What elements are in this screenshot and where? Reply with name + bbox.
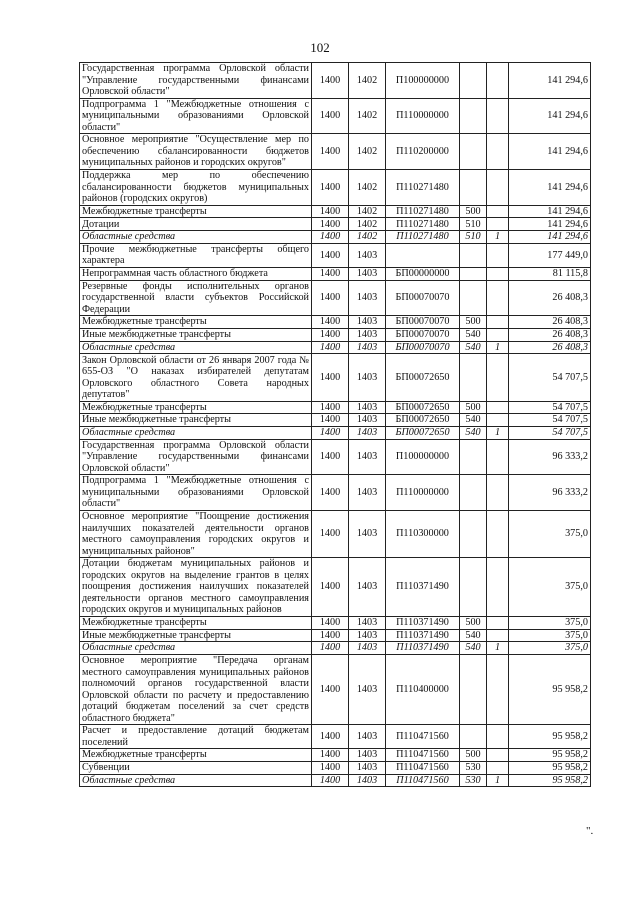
cell-subsection: 1403 [349, 655, 386, 725]
cell-subsection: 1402 [349, 218, 386, 231]
table-row [80, 511, 591, 558]
cell-section: 1400 [312, 749, 349, 762]
cell-target-article: П110300000 [386, 511, 460, 558]
cell-target-article: П110271480 [386, 231, 460, 244]
cell-funding-source [487, 205, 509, 218]
table-row [80, 268, 591, 281]
cell-amount: 141 294,6 [509, 205, 591, 218]
cell-name: Непрограммная часть областного бюджета [80, 268, 312, 281]
cell-amount: 54 707,5 [509, 354, 591, 401]
cell-name: Поддержка мер по обеспечению сбалансированности бюджетов муниципальных районов (городских округов) [80, 170, 312, 206]
cell-funding-source [487, 629, 509, 642]
cell-subsection: 1403 [349, 616, 386, 629]
cell-section: 1400 [312, 774, 349, 787]
cell-section: 1400 [312, 414, 349, 427]
cell-subsection: 1403 [349, 439, 386, 475]
cell-subsection: 1403 [349, 268, 386, 281]
cell-amount: 81 115,8 [509, 268, 591, 281]
cell-name: Областные средства [80, 341, 312, 354]
cell-name: Подпрограмма 1 "Межбюджетные отношения с муниципальными образованиями Орловской области" [80, 475, 312, 511]
page-number: 102 [310, 40, 330, 55]
cell-target-article: П100000000 [386, 439, 460, 475]
cell-section: 1400 [312, 218, 349, 231]
cell-amount: 26 408,3 [509, 280, 591, 316]
cell-target-article: П110471560 [386, 749, 460, 762]
cell-funding-source [487, 268, 509, 281]
cell-amount: 375,0 [509, 616, 591, 629]
cell-section: 1400 [312, 629, 349, 642]
cell-funding-source: 1 [487, 774, 509, 787]
cell-name: Дотации [80, 218, 312, 231]
cell-name: Основное мероприятие "Передача органам местного самоуправления муниципальных районов полномочий органов государственной власти Орловской области по расчету и предоставлению дотаций бюджетам поселений за счет средств областного бюджета" [80, 655, 312, 725]
cell-funding-source: 1 [487, 231, 509, 244]
cell-subsection: 1403 [349, 558, 386, 617]
cell-name: Государственная программа Орловской области "Управление государственными финансами Орловской области" [80, 63, 312, 99]
cell-section: 1400 [312, 475, 349, 511]
cell-funding-source [487, 170, 509, 206]
table-row [80, 616, 591, 629]
table-row [80, 134, 591, 170]
cell-expense-type [460, 98, 487, 134]
table-row [80, 475, 591, 511]
cell-target-article: П110271480 [386, 170, 460, 206]
cell-amount: 375,0 [509, 558, 591, 617]
table-row [80, 642, 591, 655]
cell-amount: 141 294,6 [509, 231, 591, 244]
cell-target-article: П110271480 [386, 205, 460, 218]
cell-expense-type: 530 [460, 774, 487, 787]
cell-funding-source [487, 316, 509, 329]
cell-funding-source [487, 98, 509, 134]
cell-section: 1400 [312, 205, 349, 218]
cell-name: Межбюджетные трансферты [80, 616, 312, 629]
cell-target-article: П110471560 [386, 725, 460, 749]
cell-funding-source [487, 655, 509, 725]
cell-target-article: П110471560 [386, 762, 460, 775]
cell-name: Субвенции [80, 762, 312, 775]
cell-name: Закон Орловской области от 26 января 2007 года № 655-ОЗ "О наказах избирателей депутатам Орловского областного Совета народных депутатов" [80, 354, 312, 401]
table-row [80, 231, 591, 244]
cell-amount: 141 294,6 [509, 218, 591, 231]
cell-expense-type: 510 [460, 218, 487, 231]
cell-amount: 95 958,2 [509, 762, 591, 775]
table-row [80, 427, 591, 440]
cell-subsection: 1403 [349, 725, 386, 749]
table-row [80, 774, 591, 787]
cell-target-article: П110371490 [386, 629, 460, 642]
table-row [80, 243, 591, 267]
cell-subsection: 1403 [349, 774, 386, 787]
cell-target-article: П110371490 [386, 558, 460, 617]
cell-target-article: БП00072650 [386, 427, 460, 440]
table-row [80, 341, 591, 354]
cell-section: 1400 [312, 725, 349, 749]
cell-target-article: БП00072650 [386, 414, 460, 427]
cell-amount: 54 707,5 [509, 414, 591, 427]
table-row [80, 439, 591, 475]
cell-expense-type [460, 268, 487, 281]
table-row [80, 329, 591, 342]
cell-target-article: БП00000000 [386, 268, 460, 281]
cell-target-article: П110200000 [386, 134, 460, 170]
closing-quote-mark: ". [586, 825, 594, 837]
cell-target-article: БП00070070 [386, 316, 460, 329]
cell-funding-source [487, 414, 509, 427]
cell-subsection: 1403 [349, 401, 386, 414]
cell-section: 1400 [312, 243, 349, 267]
cell-section: 1400 [312, 558, 349, 617]
table-row [80, 218, 591, 231]
cell-subsection: 1403 [349, 341, 386, 354]
cell-subsection: 1403 [349, 427, 386, 440]
cell-subsection: 1403 [349, 629, 386, 642]
cell-amount: 141 294,6 [509, 134, 591, 170]
cell-amount: 95 958,2 [509, 725, 591, 749]
cell-subsection: 1402 [349, 98, 386, 134]
table-row [80, 558, 591, 617]
cell-target-article [386, 243, 460, 267]
cell-target-article: П110371490 [386, 616, 460, 629]
table-row [80, 401, 591, 414]
table-row [80, 655, 591, 725]
cell-expense-type [460, 243, 487, 267]
cell-subsection: 1403 [349, 511, 386, 558]
cell-name: Областные средства [80, 231, 312, 244]
cell-expense-type: 540 [460, 414, 487, 427]
cell-section: 1400 [312, 427, 349, 440]
table-row [80, 205, 591, 218]
cell-name: Прочие межбюджетные трансферты общего характера [80, 243, 312, 267]
cell-target-article: П110000000 [386, 475, 460, 511]
cell-amount: 96 333,2 [509, 439, 591, 475]
cell-amount: 96 333,2 [509, 475, 591, 511]
cell-funding-source [487, 243, 509, 267]
cell-section: 1400 [312, 511, 349, 558]
cell-expense-type [460, 134, 487, 170]
table-row [80, 749, 591, 762]
table-row [80, 354, 591, 401]
cell-name: Основное мероприятие "Осуществление мер по обеспечению сбалансированности бюджетов муниципальных районов и городских округов" [80, 134, 312, 170]
cell-expense-type: 500 [460, 205, 487, 218]
cell-funding-source [487, 725, 509, 749]
cell-amount: 54 707,5 [509, 401, 591, 414]
table-row [80, 280, 591, 316]
cell-target-article: П110371490 [386, 642, 460, 655]
cell-funding-source [487, 280, 509, 316]
cell-name: Областные средства [80, 642, 312, 655]
cell-funding-source: 1 [487, 341, 509, 354]
cell-section: 1400 [312, 134, 349, 170]
cell-funding-source [487, 616, 509, 629]
cell-name: Иные межбюджетные трансферты [80, 629, 312, 642]
cell-subsection: 1403 [349, 280, 386, 316]
cell-expense-type [460, 439, 487, 475]
cell-target-article: П110471560 [386, 774, 460, 787]
cell-expense-type [460, 280, 487, 316]
cell-expense-type [460, 655, 487, 725]
cell-expense-type [460, 475, 487, 511]
cell-name: Межбюджетные трансферты [80, 401, 312, 414]
cell-funding-source [487, 439, 509, 475]
budget-table [79, 62, 591, 787]
cell-subsection: 1403 [349, 354, 386, 401]
table-row [80, 170, 591, 206]
cell-subsection: 1403 [349, 316, 386, 329]
cell-expense-type: 540 [460, 629, 487, 642]
cell-subsection: 1403 [349, 749, 386, 762]
cell-expense-type: 500 [460, 316, 487, 329]
cell-funding-source: 1 [487, 427, 509, 440]
cell-name: Иные межбюджетные трансферты [80, 329, 312, 342]
cell-section: 1400 [312, 231, 349, 244]
cell-subsection: 1403 [349, 243, 386, 267]
cell-expense-type: 530 [460, 762, 487, 775]
cell-section: 1400 [312, 642, 349, 655]
cell-expense-type [460, 511, 487, 558]
cell-name: Иные межбюджетные трансферты [80, 414, 312, 427]
cell-target-article: П110000000 [386, 98, 460, 134]
cell-expense-type: 540 [460, 329, 487, 342]
cell-target-article: БП00070070 [386, 280, 460, 316]
cell-name: Основное мероприятие "Поощрение достижения наилучших показателей деятельности органов местного самоуправления городских округов и муниципальных районов" [80, 511, 312, 558]
cell-expense-type [460, 558, 487, 617]
cell-target-article: БП00070070 [386, 341, 460, 354]
table-row [80, 414, 591, 427]
cell-funding-source [487, 134, 509, 170]
cell-subsection: 1403 [349, 329, 386, 342]
cell-amount: 141 294,6 [509, 98, 591, 134]
table-row [80, 629, 591, 642]
cell-subsection: 1403 [349, 762, 386, 775]
cell-name: Расчет и предоставление дотаций бюджетам поселений [80, 725, 312, 749]
cell-funding-source [487, 329, 509, 342]
cell-target-article: БП00072650 [386, 354, 460, 401]
cell-expense-type [460, 170, 487, 206]
cell-subsection: 1402 [349, 231, 386, 244]
cell-subsection: 1403 [349, 642, 386, 655]
cell-name: Межбюджетные трансферты [80, 316, 312, 329]
cell-amount: 95 958,2 [509, 774, 591, 787]
cell-section: 1400 [312, 762, 349, 775]
cell-amount: 26 408,3 [509, 341, 591, 354]
cell-name: Областные средства [80, 427, 312, 440]
cell-target-article: БП00072650 [386, 401, 460, 414]
cell-name: Межбюджетные трансферты [80, 205, 312, 218]
cell-expense-type [460, 354, 487, 401]
cell-expense-type [460, 725, 487, 749]
cell-section: 1400 [312, 439, 349, 475]
table-row [80, 98, 591, 134]
cell-target-article: П110271480 [386, 218, 460, 231]
table-row [80, 725, 591, 749]
cell-amount: 141 294,6 [509, 63, 591, 99]
cell-funding-source [487, 63, 509, 99]
cell-name: Резервные фонды исполнительных органов государственной власти субъектов Российской Федерации [80, 280, 312, 316]
cell-expense-type: 540 [460, 642, 487, 655]
cell-amount: 95 958,2 [509, 655, 591, 725]
cell-funding-source [487, 218, 509, 231]
cell-expense-type: 540 [460, 341, 487, 354]
cell-name: Межбюджетные трансферты [80, 749, 312, 762]
cell-amount: 375,0 [509, 642, 591, 655]
cell-expense-type: 540 [460, 427, 487, 440]
cell-section: 1400 [312, 329, 349, 342]
cell-amount: 54 707,5 [509, 427, 591, 440]
cell-subsection: 1402 [349, 205, 386, 218]
cell-section: 1400 [312, 63, 349, 99]
cell-funding-source [487, 401, 509, 414]
cell-subsection: 1403 [349, 414, 386, 427]
cell-subsection: 1403 [349, 475, 386, 511]
cell-amount: 141 294,6 [509, 170, 591, 206]
cell-funding-source [487, 558, 509, 617]
cell-amount: 177 449,0 [509, 243, 591, 267]
cell-name: Дотации бюджетам муниципальных районов и городских округов на выделение грантов в целях поощрения достижения наилучших показателей деятельности органов местного самоуправления городских округов и муниципальных районов [80, 558, 312, 617]
cell-expense-type: 500 [460, 749, 487, 762]
cell-expense-type: 500 [460, 401, 487, 414]
cell-section: 1400 [312, 341, 349, 354]
cell-target-article: П110400000 [386, 655, 460, 725]
cell-section: 1400 [312, 354, 349, 401]
cell-section: 1400 [312, 655, 349, 725]
cell-section: 1400 [312, 616, 349, 629]
cell-section: 1400 [312, 268, 349, 281]
cell-expense-type: 510 [460, 231, 487, 244]
cell-funding-source [487, 475, 509, 511]
cell-subsection: 1402 [349, 170, 386, 206]
cell-section: 1400 [312, 401, 349, 414]
cell-amount: 26 408,3 [509, 329, 591, 342]
cell-section: 1400 [312, 98, 349, 134]
cell-name: Государственная программа Орловской области "Управление государственными финансами Орловской области" [80, 439, 312, 475]
cell-target-article: БП00070070 [386, 329, 460, 342]
cell-name: Подпрограмма 1 "Межбюджетные отношения с муниципальными образованиями Орловской области" [80, 98, 312, 134]
cell-subsection: 1402 [349, 134, 386, 170]
cell-subsection: 1402 [349, 63, 386, 99]
cell-name: Областные средства [80, 774, 312, 787]
cell-amount: 26 408,3 [509, 316, 591, 329]
cell-expense-type: 500 [460, 616, 487, 629]
cell-section: 1400 [312, 280, 349, 316]
cell-funding-source [487, 354, 509, 401]
cell-section: 1400 [312, 316, 349, 329]
cell-expense-type [460, 63, 487, 99]
cell-amount: 95 958,2 [509, 749, 591, 762]
table-row [80, 63, 591, 99]
cell-amount: 375,0 [509, 511, 591, 558]
cell-amount: 375,0 [509, 629, 591, 642]
table-row [80, 762, 591, 775]
table-row [80, 316, 591, 329]
cell-funding-source [487, 749, 509, 762]
cell-funding-source [487, 762, 509, 775]
cell-section: 1400 [312, 170, 349, 206]
cell-funding-source [487, 511, 509, 558]
cell-target-article: П100000000 [386, 63, 460, 99]
cell-funding-source: 1 [487, 642, 509, 655]
